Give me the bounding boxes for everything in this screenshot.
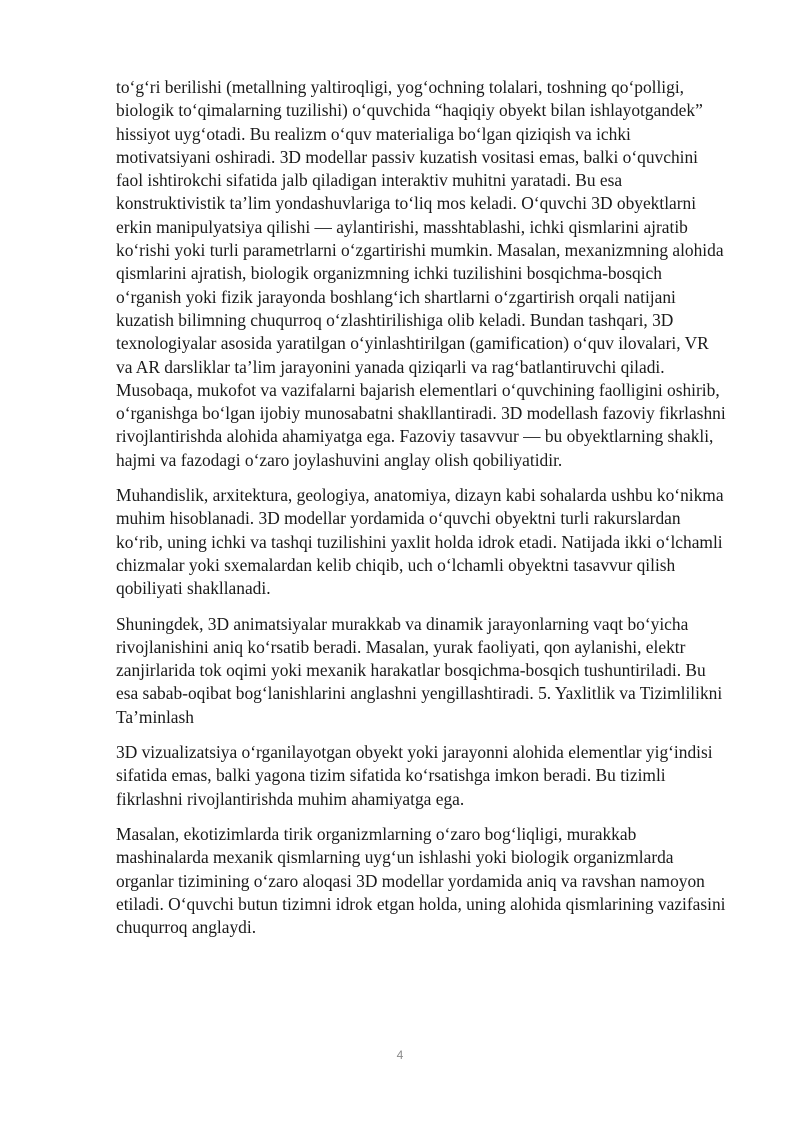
paragraph: 3D vizualizatsiya o‘rganilayotgan obyekt yoki jarayonni alohida elementlar yig‘indisi sifatida emas, balki yagona tizim sifatida ko‘rsatishga imkon beradi. Bu tizimli fikrlashni rivojlantirishda muhim ahamiyatga ega. <box>116 742 713 809</box>
paragraph: Shuningdek, 3D animatsiyalar murakkab va dinamik jarayonlarning vaqt bo‘yicha rivojlanishini aniq ko‘rsatib beradi. Masalan, yurak faoliyati, qon aylanishi, elektr zanjirlarida tok oqimi yoki mexanik harakatlar bosqichma-bosqich tushuntiriladi. Bu esa sabab-oqibat bog‘lanishlarini anglashni yengillashtiradi. 5. Yaxlitlik va Tizimlilikni Ta’minlash <box>116 613 723 727</box>
page-number: 4 <box>396 1048 404 1062</box>
paragraph: Masalan, ekotizimlarda tirik organizmlarning o‘zaro bog‘liqligi, murakkab mashinalarda mexanik qismlarning uyg‘un ishlashi yoki biologik organizmlarda organlar tizimining o‘zaro aloqasi 3D modellar yordamida aniq va ravshan namoyon etiladi. O‘quvchi butun tizimni idrok etgan holda, uning alohida qismlarining vazifasini chuqurroq anglaydi. <box>116 823 726 938</box>
document-body <box>116 76 726 951</box>
paragraph: Muhandislik, arxitektura, geologiya, anatomiya, dizayn kabi sohalarda ushbu ko‘nikma muhim hisoblanadi. 3D modellar yordamida o‘quvchi obyektni turli rakurslardan ko‘rib, uning ichki va tashqi tuzilishini yaxlit holda idrok etadi. Natijada ikki o‘lchamli chizmalar yoki sxemalardan kelib chiqib, uch o‘lchamli obyektni tasavvur qilish qobiliyati shakllanadi. <box>116 485 724 599</box>
paragraph: to‘g‘ri berilishi (metallning yaltiroqligi, yog‘ochning tolalari, toshning qo‘polligi, biologik to‘qimalarning tuzilishi) o‘quvchida “haqiqiy obyekt bilan ishlayotgandek” hissiyot uyg‘otadi. Bu realizm o‘quv materialiga bo‘lgan qiziqish va ichki motivatsiyani oshiradi. 3D modellar passiv kuzatish vositasi emas, balki o‘quvchini faol ishtirokchi sifatida jalb qiladigan interaktiv muhitni yaratadi. Bu esa konstruktivistik ta’lim yondashuvlariga to‘liq mos keladi. O‘quvchi 3D obyektlarni erkin manipulyatsiya qilishi — aylantirishi, masshtablashi, ichki qismlarini ajratib ko‘rishi yoki turli parametrlarni o‘zgartirishi mumkin. Masalan, mexanizmning alohida qismlarini ajratish, biologik organizmning ichki tuzilishini bosqichma-bosqich o‘rganish yoki fizik jarayonda boshlang‘ich shartlarni o‘zgartirish orqali natijani kuzatish bilimning chuqurroq o‘zlashtirilishiga olib keladi. Bundan tashqari, 3D texnologiyalar asosida yaratilgan o‘yinlashtirilgan (gamification) o‘quv ilovalari, VR va AR darsliklar ta’lim jarayonini yanada qiziqarli va rag‘batlantiruvchi qiladi. Musobaqa, mukofot va vazifalarni bajarish elementlari o‘quvchining faolligini oshirib, o‘rganishga bo‘lgan ijobiy munosabatni shakllantiradi. 3D modellash fazoviy fikrlashni rivojlantirishda alohida ahamiyatga ega. Fazoviy tasavvur — bu obyektlarning shakli, hajmi va fazodagi o‘zaro joylashuvini anglay olish qobiliyatidir. <box>116 77 726 470</box>
